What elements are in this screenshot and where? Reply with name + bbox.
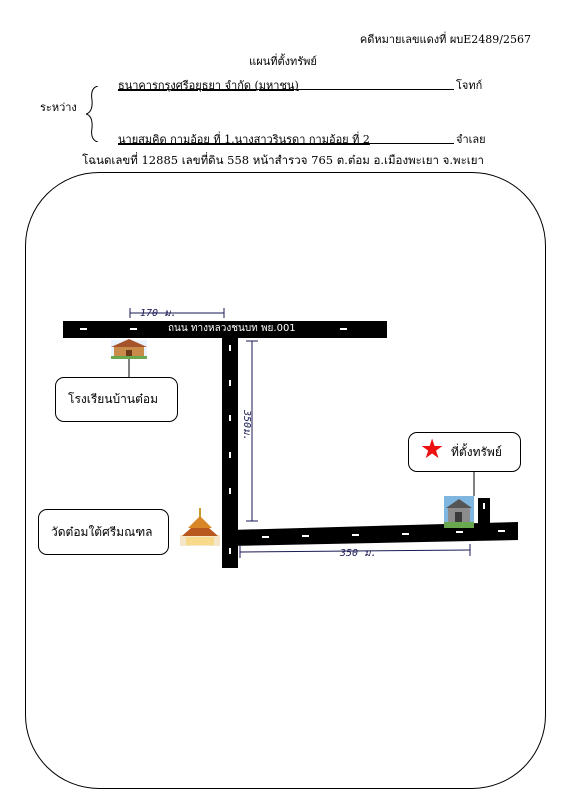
- road-bottom: [230, 522, 518, 546]
- between-label: ระหว่าง: [40, 101, 77, 114]
- distance-top: 170 ม.: [140, 308, 177, 319]
- distance-vertical: 350ม.: [241, 410, 252, 441]
- school-callout: [55, 377, 178, 422]
- star-icon: ★: [420, 434, 445, 465]
- school-label: โรงเรียนบ้านต๋อม: [68, 392, 158, 406]
- road-label: ถนน ทางหลวงชนบท พย.001: [168, 323, 296, 334]
- road-stub: [478, 498, 490, 526]
- property-label: ที่ตั้งทรัพย์: [451, 444, 502, 459]
- temple-icon: [180, 508, 220, 546]
- case-number: คดีหมายเลขแดงที่ ผบE2489/2567: [359, 33, 531, 46]
- temple-callout: [38, 509, 169, 555]
- temple-label: วัดต๋อมใต้ศรีมณฑล: [51, 524, 153, 539]
- defendant-role: จำเลย: [456, 133, 486, 146]
- plaintiff-name: ธนาคารกรุงศรีอยุธยา จำกัด (มหาชน): [118, 79, 299, 92]
- house-icon: [444, 496, 474, 528]
- page-title: แผนที่ตั้งทรัพย์: [249, 55, 317, 68]
- deed-details: โฉนดเลขที่ 12885 เลขที่ดิน 558 หน้าสำรวจ 765 ต.ต๋อม อ.เมืองพะเยา จ.พะเยา: [82, 153, 484, 167]
- school-icon: [111, 339, 147, 359]
- distance-bottom: 350 ม.: [340, 548, 377, 559]
- defendant-name: นายสมคิด กามอ้อย ที่ 1,นางสาวรินรดา กามอ้อย ที่ 2: [118, 133, 370, 146]
- plaintiff-role: โจทก์: [456, 79, 483, 92]
